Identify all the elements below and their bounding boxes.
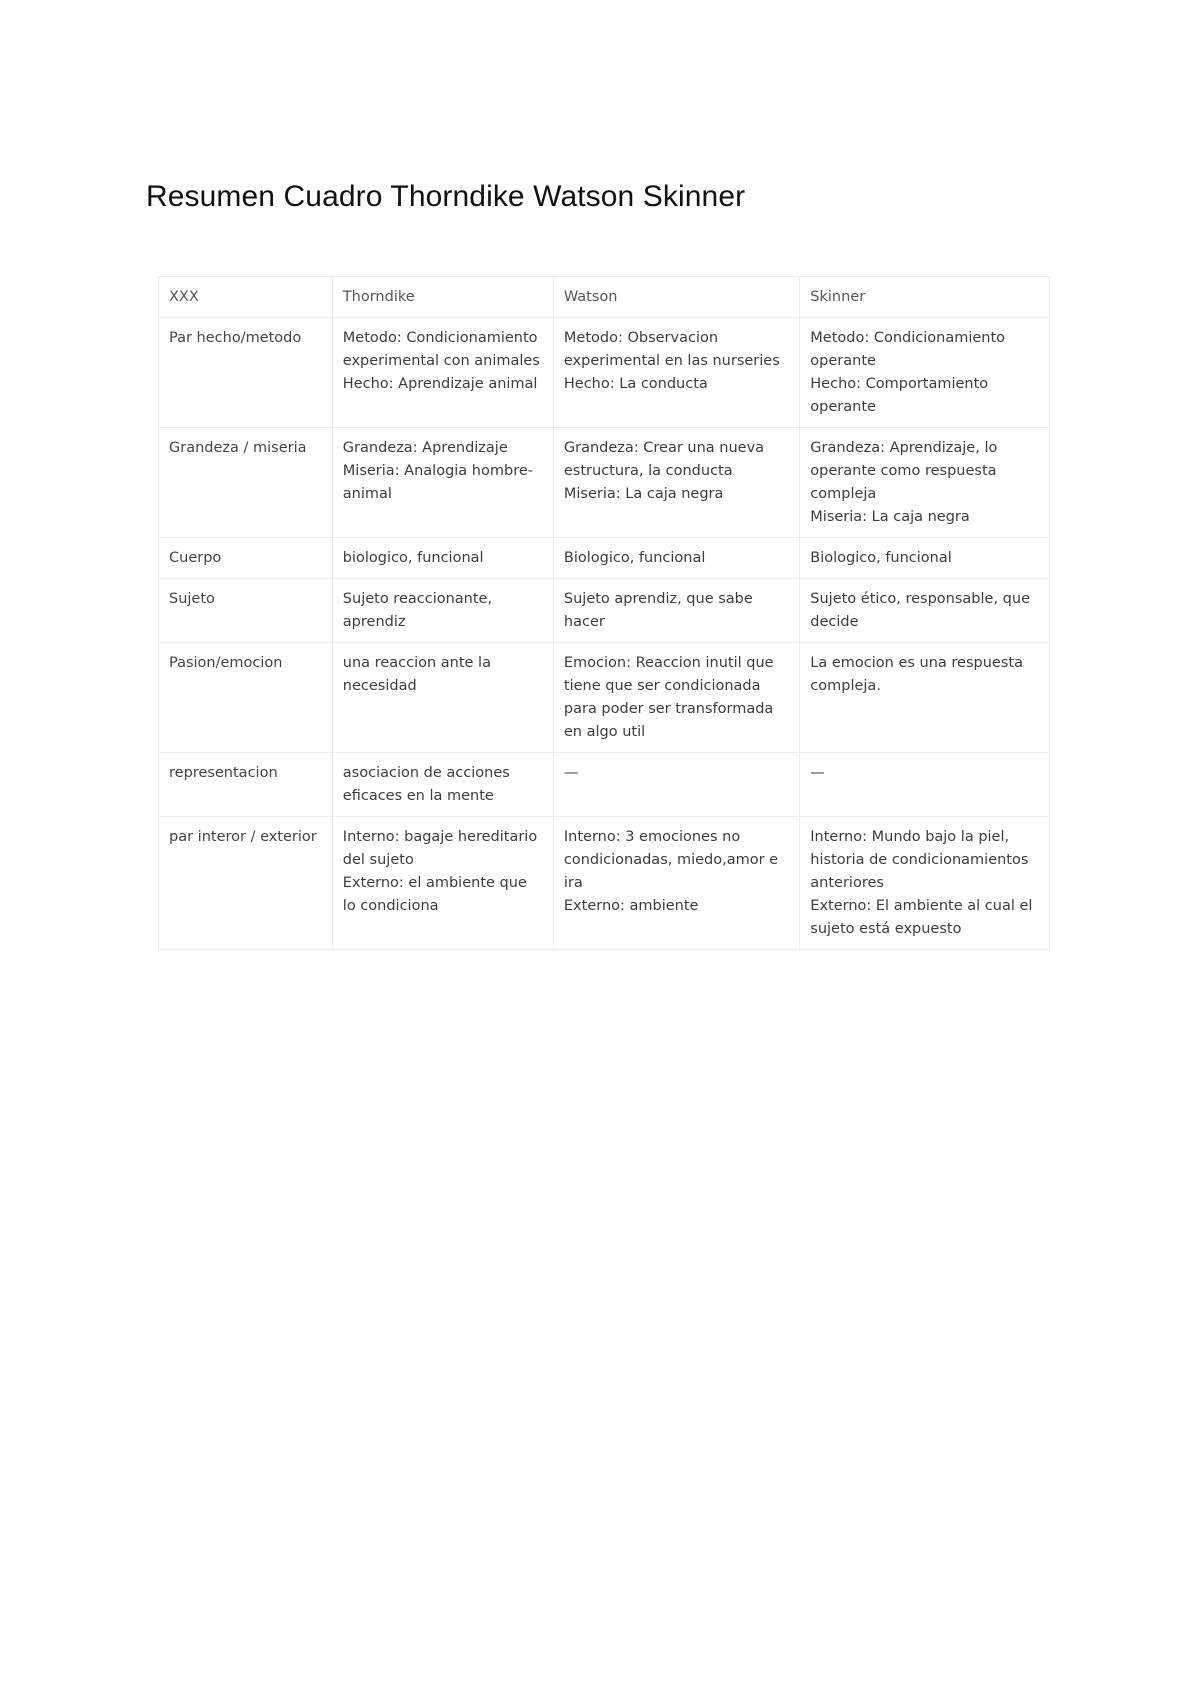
row-label: Cuerpo — [159, 538, 333, 579]
cell-skinner: Biologico, funcional — [800, 538, 1050, 579]
cell-watson: Biologico, funcional — [553, 538, 799, 579]
comparison-table — [158, 276, 1050, 950]
cell-thorndike: asociacion de acciones eficaces en la mente — [332, 753, 553, 817]
header-cell-watson: Watson — [553, 277, 799, 318]
cell-watson: Sujeto aprendiz, que sabe hacer — [553, 579, 799, 643]
cell-watson: Emocion: Reaccion inutil que tiene que ser condicionada para poder ser transformada en algo util — [553, 643, 799, 753]
page-title: Resumen Cuadro Thorndike Watson Skinner — [146, 180, 746, 213]
row-label: Sujeto — [159, 579, 333, 643]
row-label: Grandeza / miseria — [159, 428, 333, 538]
table-row — [159, 538, 1050, 579]
table-row — [159, 428, 1050, 538]
cell-thorndike: biologico, funcional — [332, 538, 553, 579]
header-cell-skinner: Skinner — [800, 277, 1050, 318]
cell-skinner: — — [800, 753, 1050, 817]
table-row — [159, 753, 1050, 817]
header-cell-xxx: XXX — [159, 277, 333, 318]
table-body — [159, 318, 1050, 950]
cell-thorndike: Metodo: Condicionamiento experimental con animales Hecho: Aprendizaje animal — [332, 318, 553, 428]
row-label: par interor / exterior — [159, 817, 333, 950]
cell-watson: Metodo: Observacion experimental en las nurseries Hecho: La conducta — [553, 318, 799, 428]
table-row — [159, 643, 1050, 753]
row-label: Par hecho/metodo — [159, 318, 333, 428]
table-row — [159, 318, 1050, 428]
header-cell-thorndike: Thorndike — [332, 277, 553, 318]
cell-skinner: La emocion es una respuesta compleja. — [800, 643, 1050, 753]
table-row — [159, 817, 1050, 950]
header-row — [159, 277, 1050, 318]
cell-thorndike: una reaccion ante la necesidad — [332, 643, 553, 753]
table-row — [159, 579, 1050, 643]
cell-watson: Grandeza: Crear una nueva estructura, la conducta Miseria: La caja negra — [553, 428, 799, 538]
cell-skinner: Metodo: Condicionamiento operante Hecho: Comportamiento operante — [800, 318, 1050, 428]
cell-skinner: Grandeza: Aprendizaje, lo operante como respuesta compleja Miseria: La caja negra — [800, 428, 1050, 538]
cell-skinner: Sujeto ético, responsable, que decide — [800, 579, 1050, 643]
cell-skinner: Interno: Mundo bajo la piel, historia de condicionamientos anteriores Externo: El ambiente al cual el sujeto está expuesto — [800, 817, 1050, 950]
cell-watson: Interno: 3 emociones no condicionadas, miedo,amor e ira Externo: ambiente — [553, 817, 799, 950]
row-label: representacion — [159, 753, 333, 817]
cell-thorndike: Interno: bagaje hereditario del sujeto Externo: el ambiente que lo condiciona — [332, 817, 553, 950]
cell-watson: — — [553, 753, 799, 817]
cell-thorndike: Grandeza: Aprendizaje Miseria: Analogia hombre-animal — [332, 428, 553, 538]
cell-thorndike: Sujeto reaccionante, aprendiz — [332, 579, 553, 643]
row-label: Pasion/emocion — [159, 643, 333, 753]
table-header — [159, 277, 1050, 318]
